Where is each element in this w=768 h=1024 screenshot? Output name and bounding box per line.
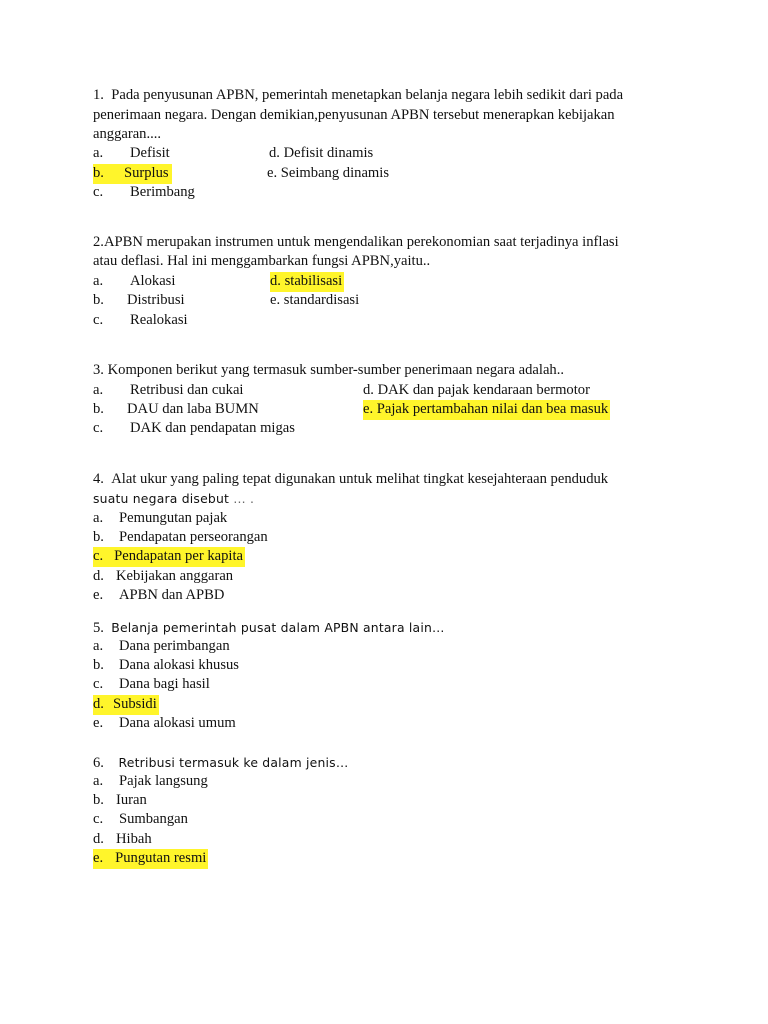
option-letter: a.	[93, 273, 104, 289]
question-text: Belanja pemerintah pusat dalam APBN antara lain…	[111, 620, 445, 635]
option-text: Iuran	[116, 792, 147, 808]
question-text: Alat ukur yang paling tepat digunakan untuk melihat tingkat kesejahteraan penduduk	[111, 471, 609, 487]
question-text: APBN merupakan instrumen untuk mengendalikan perekonomian saat terjadinya inflasi	[103, 234, 619, 250]
question-number: 3.	[93, 362, 104, 378]
question-2-line-1	[93, 233, 619, 252]
question-number: 5.	[93, 620, 104, 636]
option-text: e. standardisasi	[270, 292, 360, 308]
option-letter: c.	[93, 548, 104, 564]
option-letter: c.	[93, 676, 104, 692]
question-number: 4.	[93, 471, 104, 487]
question-5-line-1	[93, 618, 445, 638]
option-letter: d.	[93, 568, 104, 584]
option-letter: a.	[93, 638, 104, 654]
option-letter: b.	[93, 401, 104, 417]
option-letter: c.	[93, 420, 104, 436]
option-text: Subsidi	[112, 696, 157, 712]
question-number: 1.	[93, 87, 104, 103]
option-text: Distribusi	[127, 292, 185, 308]
question-1-line-2: penerimaan negara. Dengan demikian,penyusunan APBN tersebut menerapkan kebijakan	[93, 107, 615, 123]
option-highlighted	[93, 164, 172, 184]
option-text: Dana alokasi khusus	[119, 657, 239, 673]
option-text: Defisit	[130, 145, 170, 161]
question-4-line-2	[93, 489, 254, 508]
option-letter: a.	[93, 145, 104, 161]
option-letter: b.	[93, 657, 104, 673]
question-text: … .	[233, 491, 255, 506]
option-letter: c.	[93, 811, 104, 827]
option-text: Berimbang	[130, 184, 195, 200]
option-letter: e.	[93, 850, 104, 866]
option-text: Pemungutan pajak	[119, 510, 228, 526]
option-text: Kebijakan anggaran	[116, 568, 234, 584]
option-text: APBN dan APBD	[119, 587, 225, 603]
option-text: DAK dan pendapatan migas	[130, 420, 295, 436]
option-text: Pajak langsung	[119, 773, 208, 789]
question-1-line-1	[93, 86, 623, 105]
option-letter: a.	[93, 773, 104, 789]
question-3-line-1	[93, 361, 564, 380]
option-text: Alokasi	[130, 273, 176, 289]
option-text: Pendapatan per kapita	[114, 548, 243, 564]
option-text: Sumbangan	[119, 811, 188, 827]
option-text: d. DAK dan pajak kendaraan bermotor	[363, 382, 590, 398]
option-letter: b.	[93, 165, 104, 181]
question-number: 2.	[93, 234, 104, 250]
option-letter: c.	[93, 184, 104, 200]
question-text: Retribusi termasuk ke dalam jenis…	[118, 755, 349, 770]
question-1-line-3: anggaran....	[93, 126, 162, 142]
question-text: Komponen berikut yang termasuk sumber-sumber penerimaan negara adalah..	[107, 362, 565, 378]
option-highlighted: e. Pajak pertambahan nilai dan bea masuk	[363, 400, 610, 420]
question-2-line-2: atau deflasi. Hal ini menggambarkan fungsi APBN,yaitu..	[93, 253, 431, 269]
option-letter: b.	[93, 792, 104, 808]
option-text: Retribusi dan cukai	[130, 382, 244, 398]
option-highlighted	[93, 547, 245, 567]
question-text: Pada penyusunan APBN, pemerintah menetapkan belanja negara lebih sedikit dari pada	[111, 87, 624, 103]
option-text: Surplus	[123, 165, 169, 181]
option-letter: e.	[93, 715, 104, 731]
option-text: Pendapatan perseorangan	[119, 529, 268, 545]
option-text: Realokasi	[130, 312, 188, 328]
question-text: suatu negara disebut	[93, 491, 230, 506]
option-letter: a.	[93, 382, 104, 398]
option-letter: d.	[93, 696, 104, 712]
option-text: Hibah	[116, 831, 152, 847]
option-letter: a.	[93, 510, 104, 526]
option-letter: d.	[93, 831, 104, 847]
option-text: DAU dan laba BUMN	[127, 401, 259, 417]
question-number: 6.	[93, 755, 104, 771]
question-4-line-1	[93, 470, 608, 489]
option-text: Pungutan resmi	[115, 850, 207, 866]
option-text: Dana alokasi umum	[119, 715, 236, 731]
option-letter: b.	[93, 292, 104, 308]
option-highlighted: d. stabilisasi	[270, 272, 344, 292]
option-letter: e.	[93, 587, 104, 603]
option-highlighted	[93, 695, 159, 715]
option-text: d. Defisit dinamis	[269, 145, 374, 161]
option-letter: b.	[93, 529, 104, 545]
option-highlighted	[93, 849, 208, 869]
option-text: e. Seimbang dinamis	[267, 165, 390, 181]
option-letter: c.	[93, 312, 104, 328]
option-text: Dana bagi hasil	[119, 676, 210, 692]
option-text: Dana perimbangan	[119, 638, 230, 654]
question-6-line-1	[93, 753, 348, 773]
